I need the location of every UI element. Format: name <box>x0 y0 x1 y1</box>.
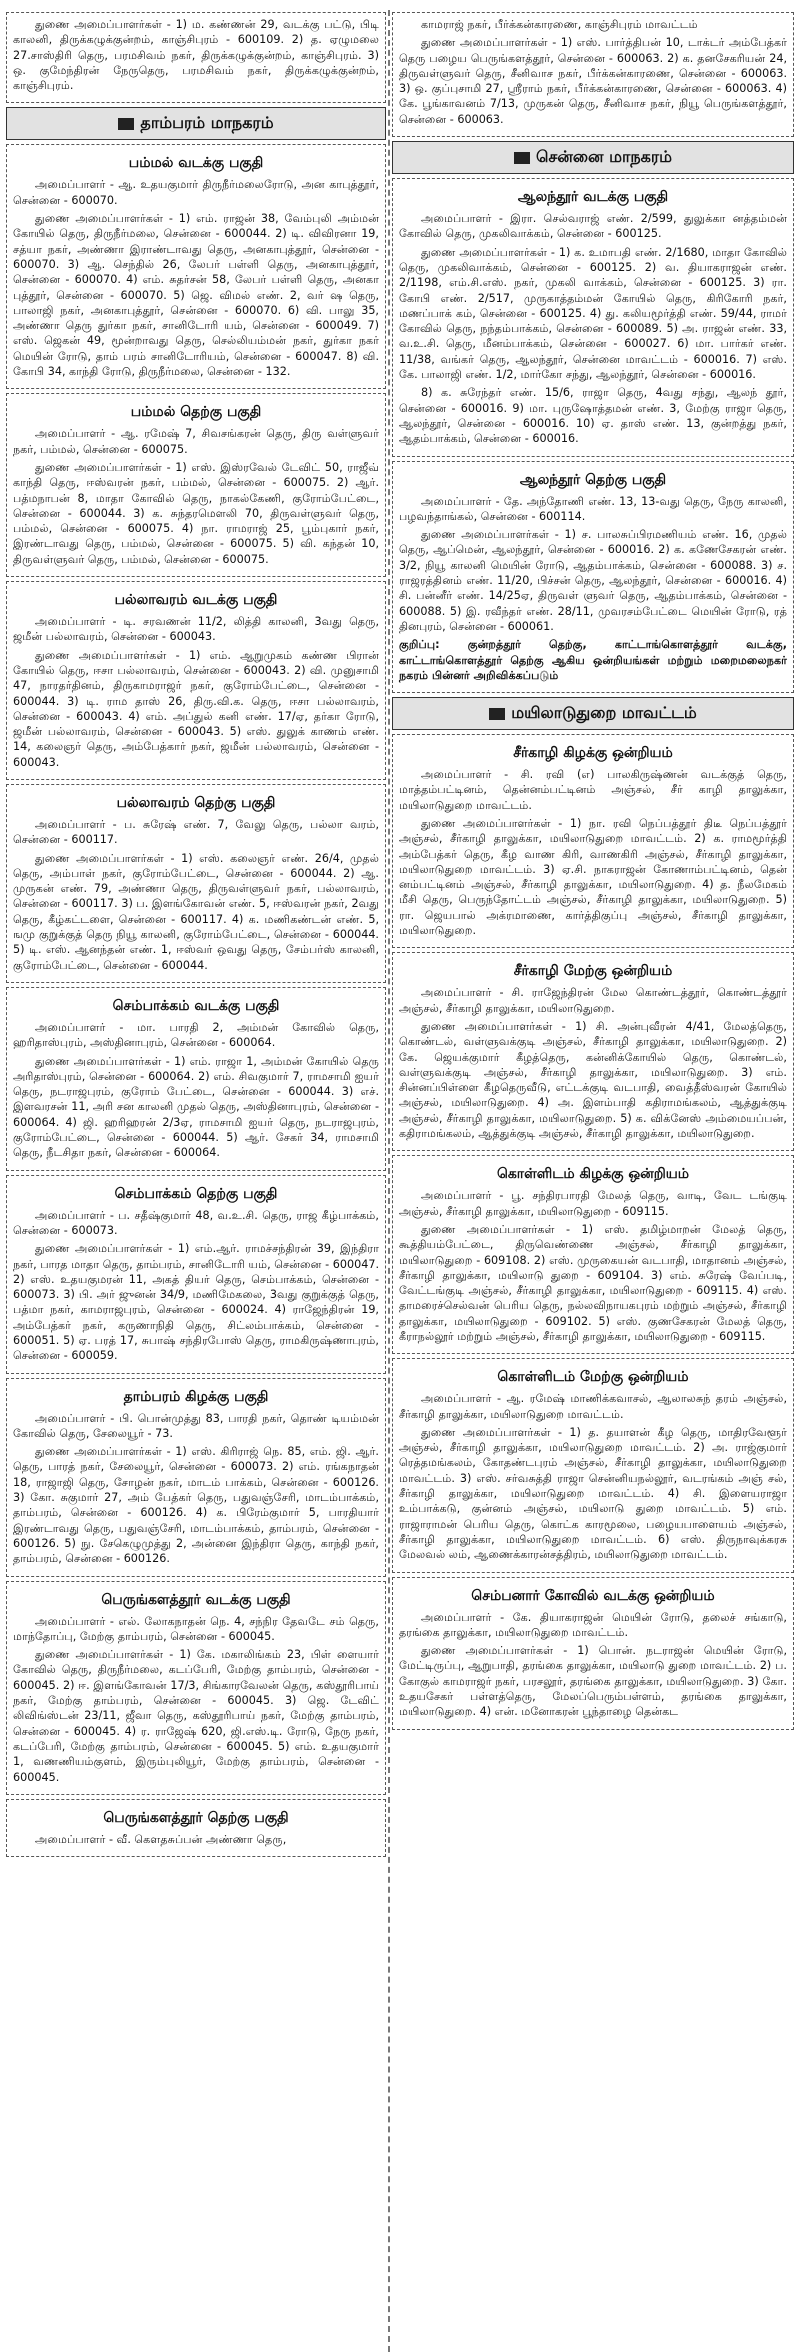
section-title: செம்பாக்கம் வடக்கு பகுதி <box>112 997 280 1014</box>
district-marker-icon <box>514 152 530 164</box>
text-block <box>392 12 794 137</box>
paragraph: அமைப்பாளர் - எல். லோகநாதன் நெ. 4, சந்நிர தேவடே சம் தெரு, மாந்தோப்பு, மேற்கு தாம்பரம், சென்னை - 600045. <box>13 1614 379 1643</box>
paragraph: துணை அமைப்பாளர்கள் - 1) சி. அன்புவீரன் 4/41, மேலத்தெரு, கொண்டல், வள்ளுவக்குடி அஞ்சல், சீர்காழி தாலுக்கா, மயிலாடுதுறை. 2) கே. ஜெயக்குமார் கீழத்தெரு, கன்னிக்கோயில் தெரு, கொண்டல், வள்ளுவக்குடி அஞ்சல், சீர்காழி தாலுக்கா, மயிலாடுதுறை. 3) எம். சின்னப்பிள்ளை கீழதெருவீடு, எட்டக்குடி வடபாதி, வைத்தீஸ்வரன் கோயில் அஞ்சல், மயிலாடுதுறை. 4) அ. இளம்பாதி கதிராமங்கலம், ஆத்துக்குடி அஞ்சல், சீர்காழி தாலுக்கா, மயிலாடுதுறை. 5) க. விக்னேஸ் அம்மையப்பன், கதிராமங்கலம், ஆத்துக்குடி அஞ்சல், சீர்காழி தாலுக்கா, மயிலாடுதுறை. <box>399 1019 787 1141</box>
paragraph: துணை அமைப்பாளர்கள் - 1) எம்.ஆர். ராமச்சந்திரன் 39, இந்திரா நகர், பாரத மாதா தெரு, தாம்பரம், சானிடோரி யம், சென்னை - 600047. 2) எஸ். உதயகுமரன் 11, அகத் தியர் தெரு, செம்பாக்கம், சென்னை - 600073. 3) பி. அர் ஜுனன் 34/9, மணிமேகலை, 3வது குறுக்குத் தெரு, பத்மா நகர், காமராஜபுரம், சென்னை - 600024. 4) ராஜேந்திரன் 19, அம்பேத்கர் நகர், கருணாநிதி தெரு, சிட்லம்பாக்கம், சென்னை - 600051. 5) ஏ. பரத் 17, சுபாஷ் சந்திரபோஸ் தெரு, ராமகிருஷ்ணாபுரம், சென்னை - 600059. <box>13 1242 379 1363</box>
section-block <box>392 952 794 1151</box>
section-block <box>6 987 386 1171</box>
right-column <box>392 12 794 2352</box>
district-title: மயிலாடுதுறை மாவட்டம் <box>511 703 697 723</box>
section-block <box>6 393 386 577</box>
paragraph: துணை அமைப்பாளர்கள் - 1) எஸ். கிரிராஜ் நெ. 85, எம். ஜி. ஆர். தெரு, பாரத் நகர், சேலையூர், சென்னை - 600073. 2) எம். ரங்கநாதன் 18, ராஜாஜி தெரு, சோழன் நகர், மாடம் பாக்கம், சென்னை - 600126. 3) கோ. சுகுமார் 27, அம் பேத்கர் தெரு, பதுவஞ்சேரி, மாடம்பாக்கம், தாம்பரம், சென்னை - 600126. 4) க. பிரேம்குமார் 5, பாரதியார் இரண்டாவது தெரு, பதுவஞ்சேரி, மாடம்பாக்கம், தாம்பரம், சென்னை - 600126. 5) நு. சேகெழுமுத்து 2, அன்னை இந்திரா தெரு, காந்தி நகர், தாம்பரம், சென்னை - 600126. <box>13 1445 379 1566</box>
section-title: பல்லாவரம் வடக்கு பகுதி <box>114 592 278 609</box>
district-marker-icon <box>118 118 134 130</box>
paragraph: அமைப்பாளர் - சி. ரவி (எ) பாலகிருஷ்ணன் வடக்குத் தெரு, மாத்தம்பட்டினம், தென்னம்பட்டினம் அஞ்சல், சீர் காழி தாலுக்கா, மயிலாடுதுறை மாவட்டம். <box>399 768 787 812</box>
section-title: சீர்காழி கிழக்கு ஒன்றியம் <box>513 745 673 762</box>
section-title: கொள்ளிடம் கிழக்கு ஒன்றியம் <box>496 1166 690 1183</box>
paragraph: துணை அமைப்பாளர்கள் - 1) எஸ். கலைஞர் எண். 26/4, முதல் தெரு, அம்பாள் நகர், குரோம்பேட்டை, சென்னை - 600044. 2) ஆ. முருகன் எண். 79, அண்ணா தெரு, திருவள்ளுவர் நகர், பல்லாவரம், சென்னை - 600117. 3) ப. இளங்கோவன் எண். 5, ஈஸ்வரன் நகர், 2வது தெரு, கீழ்கட்டளை, சென்னை - 600117. 4) க. மணிகண்டன் எண். 5, ஙமு குறுக்குத் தெரு நியூ காலனி, குரோம்பேட்டை, சென்னை - 600044. 5) டி. எஸ். ஆனந்தன் எண். 1, ஈஸ்வர் ஒவது தெரு, சேம்பர்ஸ் காலனி, குரோம்பேட்டை, சென்னை - 600044. <box>13 851 379 972</box>
column-divider <box>388 10 390 2352</box>
paragraph: துணை அமைப்பாளர்கள் - 1) எம். ராஜன் 38, வேம்புலி அம்மன் கோயில் தெரு, திருநீர்மலை, சென்னை - 600044. 2) டி. விவிரனா 19, சத்யா நகர், அண்ணா இராண்டாவது தெரு, அனகாபுத்தூர், சென்னை - 600070. 3) ஆ. செந்தில் 26, லேபர் பள்ளி தெரு, அனகாபுத்தூர், சென்னை - 600070. 4) எம். சுதர்சன் 58, லேபர் பள்ளி தெரு, அனகா புத்தூர், சென்னை - 600070. 5) ஜெ. விமல் எண். 2, வர் ஷ தெரு, பாலாஜி நகர், அனகாபுத்தூர், சென்னை - 600070. 6) வி. பாலு 35, அண்ணா தெரு துர்கா நகர், சானிடோரி யம், சென்னை - 600049. 7) எஸ். ஜெகன் 49, மூன்றாவது தெரு, செல்லியம்மன் நகர், துர்கா நகர் மெயின் ரோடு, தாம் பரம் சானிடோரியம், சென்னை - 600047. 8) வி. கோபி 34, காந்தி ரோடு, திருநீர்மலை, சென்னை - 132. <box>13 212 379 379</box>
paragraph: அமைப்பாளர் - இரா. செல்வராஜ் எண். 2/599, துலுக்கா னத்தம்மன் கோவில் தெரு, முகலிவாக்கம், சென்னை - 600125. <box>399 212 787 241</box>
section-title: பெருங்களத்தூர் தெற்கு பகுதி <box>103 1809 289 1826</box>
paragraph: அமைப்பாளர் - பி. பொன்முத்து 83, பாரதி நகர், தொண் டியம்மன் கோவில் தெரு, சேலையூர் - 73. <box>13 1411 379 1440</box>
section-block <box>6 1175 386 1374</box>
section-block <box>6 1799 386 1857</box>
section-block <box>392 178 794 456</box>
paragraph: துணை அமைப்பாளர்கள் - 1) நா. ரவி நெப்பத்தூர் திடீ நெப்பத்தூர் அஞ்சல், சீர்காழி தாலுக்கா, மயிலாடுதுறை மாவட்டம். 2) க. ராமமூர்த்தி அம்பேத்கர் தெரு, கீழ வாண கிரி, வாணகிரி அஞ்சல், சீர்காழி தாலுக்கா, மயிலாடுதுறை மாவட்டம். 3) ஏ.சி. நாகராஜன் கோணாம்பட்டினம், தென் னம்பட்டினம் அஞ்சல், சீர்காழி தாலுக்கா, மயிலாடுதுறை. 4) த. நீலமேகம் மீசி தெரு, பெருந்தோட்டம் அஞ்சல், சீர்காழி தாலுக்கா, மயிலாடுதுறை. 5) ரா. ஜெயபால் அக்ரமாணை, கார்த்திகுப்பு அஞ்சல், சீர்காழி தாலுக்கா, மயிலாடுதுறை. <box>399 816 787 938</box>
paragraph: துணை அமைப்பாளர்கள் - 1) எஸ். தமிழ்மாறன் மேலத் தெரு, கூத்தியம்பேட்டை, திருவெண்ணை அஞ்சல், சீர்காழி தாலுக்கா, மயிலாடுதுறை - 609108. 2) எஸ். முருகையன் வடபாதி, மாதானம் அஞ்சல், சீர்காழி தாலுக்கா, மயிலாடு துறை - 609104. 3) எம். சுரேஷ் வேப்படி, வேட்டங்குடி அஞ்சல், சீர்காழி தாலுக்கா, மயிலாடுதுறை - 609115. 4) எஸ். தாமரைச்செல்வன் பெரிய தெரு, நல்லவிநாயகபுரம் மற்றும் அஞ்சல், சீர்காழி தாலுக்கா, மயிலாடுதுறை - 609102. 5) எஸ். குணசேகரன் மேலத் தெரு, கீராநல்லூர் மற்றும் அஞ்சல், சீர்காழி தாலுக்கா, மயிலாடுதுறை - 609115. <box>399 1222 787 1343</box>
top-banner-fragment <box>0 0 800 4</box>
section-block <box>392 1358 794 1572</box>
section-block <box>6 784 386 983</box>
section-block <box>392 461 794 694</box>
section-title: செம்பாக்கம் தெற்கு பகுதி <box>114 1185 278 1202</box>
paragraph: அமைப்பாளர் - டி. சரவணன் 11/2, லித்தி காலனி, 3வது தெரு, ஜமீன் பல்லாவரம், சென்னை - 600043. <box>13 615 379 644</box>
paragraph: அமைப்பாளர் - மா. பாரதி 2, அம்மன் கோவில் தெரு, ஹரிதாஸ்புரம், அஸ்தினாபுரம், சென்னை - 600064. <box>13 1020 379 1050</box>
paragraph: துணை அமைப்பாளர்கள் - 1) ச. பாலசுப்பிரமணியம் எண். 16, முதல் தெரு, ஆப்மென், ஆலந்தூர், சென்னை - 600016. 2) க. கணேசேகரன் எண். 3/2, நியூ காலனி மெயின் ரோடு, ஆதம்பாக்கம், சென்னை - 600088. 3) ச. ராஜரத்தினம் எண். 11/20, பிச்சன் தெரு, ஆலந்தூர், சென்னை - 600016. 4) சி. பன்னீர் எண். 14/25ஏ, திருவள் ளுவர் தெரு, ஆதம்பாக்கம், சென்னை - 600088. 5) இ. ரவீந்தர் எண். 28/11, முவரசம்பேட்டை மெயின் ரோடு, ரத் தினபுரம், சென்னை - 600061. <box>399 528 787 633</box>
paragraph: அமைப்பாளர் - ஆ. உதயகுமார் திருநீர்மலைரோடு, அன காபுத்தூர், சென்னை - 600070. <box>13 178 379 207</box>
paragraph: துணை அமைப்பாளர்கள் - 1) கே. மகாலிங்கம் 23, பிள் ளையார் கோவில் தெரு, திருநீர்மலை, கடப்பேரி, மேற்கு தாம்பரம், சென்னை - 600045. 2) ஈ. இளங்கோவன் 17/3, சிங்காரவேலன் தெரு, கஸ்தூரிபாய் நகர், மேற்கு தாம்பரம், சென்னை - 600045. 3) ஜெ. டேவிட் லிவிங்ஸ்டன் 23/11, ஜீவா தெரு, கஸ்தூரிபாய் நகர், மேற்கு தாம்பரம், சென்னை - 600045. 4) ர. ராஜேஷ் 620, ஜி.எஸ்.டி. ரோடு, நேரு நகர், கடப்பேரி, மேற்கு தாம்பரம், சென்னை - 600045. 5) எம். உதயகுமார் 1, வணணியம்குளம், இரும்புலியூர், மேற்கு தாம்பரம், சென்னை - 600045. <box>13 1648 379 1784</box>
section-block <box>392 1577 794 1730</box>
paragraph: காமராஜ் நகர், பீர்க்கன்காரணை, காஞ்சிபுரம் மாவட்டம் <box>421 18 698 31</box>
district-title: தாம்பரம் மாநகரம் <box>140 113 274 133</box>
section-title: தாம்பரம் கிழக்கு பகுதி <box>123 1388 269 1405</box>
section-block <box>6 581 386 780</box>
section-title: பல்லாவரம் தெற்கு பகுதி <box>116 794 276 811</box>
left-column <box>6 12 386 2352</box>
note-paragraph: குறிப்பு: குன்றத்தூர் தெற்கு, காட்டாங்கொளத்தூர் வடக்கு, காட்டாங்கொளத்தூர் தெற்கு ஆகிய ஒன்றியங்கள் மற்றும் மறைமலைநகர் நகரம் பின்னர் அறிவிக்கப்படும் <box>399 638 787 682</box>
paragraph: அமைப்பாளர் - ப. சுரேஷ் எண். 7, வேலு தெரு, பல்லா வரம், சென்னை - 600117. <box>13 817 379 847</box>
paragraph: அமைப்பாளர் - ஆ. ரமேஷ் 7, சிவசங்கரன் தெரு, திரு வள்ளுவர் நகர், பம்மல், சென்னை - 600075. <box>13 427 379 456</box>
paragraph: துணை அமைப்பாளர்கள் - 1) க. உமாபதி எண். 2/1680, மாதா கோவில் தெரு, முகலிவாக்கம், சென்னை - 600125. 2) வ. தியாகராஜன் எண். 2/1198, எம்.சி.எஸ். நகர், முகலி வாக்கம், சென்னை - 600125. 3) ரா. கோபி எண். 2/517, முருகாத்தம்மன் கோயில் தெரு, கிரிகோரி நகர், மணப்பாக் கம், சென்னை - 600125. 4) து. கலியமூர்த்தி எண். 59/44, ராமர் கோவில் தெரு, நந்தம்பாக்கம், சென்னை - 600089. 5) அ. ராஜன் எண். 33, வ.உ.சி. தெரு, மீனம்பாக்கம், சென்னை - 600027. 6) மா. பார்கர் எண். 11/38, வங்கர் தெரு, ஆலந்தூர், சென்னை மாவட்டம் - 600016. 7) எஸ். கே. பாலாஜி எண். 1/2, மார்கோ சந்து, ஆலந்தூர், சென்னை - 600016. <box>399 245 787 382</box>
section-title: ஆலந்தூர் வடக்கு பகுதி <box>517 189 669 206</box>
paragraph: துணை அமைப்பாளர்கள் - 1) எஸ். இஸ்ரவேல் டேவிட் 50, ராஜீவ் காந்தி தெரு, ஈஸ்வரன் நகர், பம்மல், சென்னை - 600075. 2) ஆர். பத்மநாபன் 8, மாதா கோவில் தெரு, நாகல்கேணி, குரோம்பேட்டை, சென்னை - 600044. 3) க. சுந்தரமௌலி 70, திருவள்ளுவர் தெரு, பம்மல், சென்னை - 600075. 4) நா. ராமராஜ் 25, பூம்புகார் நகர், இரண்டாவது தெரு, பம்மல், சென்னை - 600075. 5) வி. கந்தன் 10, திருவள்ளுவர் தெரு, பம்மல், சென்னை - 600075. <box>13 460 379 566</box>
district-marker-icon <box>489 708 505 720</box>
paragraph: அமைப்பாளர் - தே. அந்தோணி எண். 13, 13-வது தெரு, நேரு காலனி, பழவந்தாங்கல், சென்னை - 600114. <box>399 494 787 523</box>
paragraph: அமைப்பாளர் - ஆ. ரமேஷ் மாணிக்கவாசல், ஆலாலசுந் தரம் அஞ்சல், சீர்காழி தாலுக்கா, மயிலாடுதுறை மாவட்டம். <box>399 1392 787 1421</box>
section-title: செம்பனார் கோவில் வடக்கு ஒன்றியம் <box>471 1587 715 1604</box>
paragraph: அமைப்பாளர் - பூ. சந்திரபாரதி மேலத் தெரு, வாடி, வேட டங்குடி அஞ்சல், சீர்காழி தாலுக்கா, மயிலாடுதுறை - 609115. <box>399 1189 787 1218</box>
district-title: சென்னை மாநகரம் <box>536 147 672 167</box>
section-title: சீர்காழி மேற்கு ஒன்றியம் <box>513 963 673 980</box>
paragraph: துணை அமைப்பாளர்கள் - 1) எம். ஆறுமுகம் கண்ண பிரான் கோயில் தெரு, ஈசா பல்லாவரம், சென்னை - 600043. 2) வி. முனுசாமி 47, நாரதர்தினம், திருகாமராஜர் நகர், குரோம்பேட்டை, சென்னை - 600044. 3) டி. ராம தாஸ் 26, திரு.வி.க. தெரு, ஈசா பல்லாவரம், சென்னை - 600043. 4) எம். அப்துல் கனி எண். 17/ஏ, தர்கா ரோடு, ஜமீன் பல்லாவரம், சென்னை - 600043. 5) எஸ். துலுக் காணம் எண். 14, கலைஞர் தெரு, அம்பேத்கார் நகர், ஜமீன் பல்லாவரம், சென்னை - 600043. <box>13 648 379 769</box>
section-block <box>6 1378 386 1577</box>
text-block <box>6 12 386 103</box>
section-block <box>6 144 386 389</box>
section-title: கொள்ளிடம் மேற்கு ஒன்றியம் <box>497 1369 689 1386</box>
paragraph: 8) க. சுரேந்தர் எண். 15/6, ராஜா தெரு, 4வது சந்து, ஆலந் தூர், சென்னை - 600016. 9) மா. புருஷோத்தமன் எண். 3, மேற்கு ராஜா தெரு, ஆலந்தூர், சென்னை - 600016. 10) ஏ. தாஸ் எண். 13, குன்றத்து நகர், ஆதம்பாக்கம், சென்னை - 600016. <box>399 386 787 446</box>
section-block <box>392 734 794 948</box>
district-header <box>6 107 386 140</box>
section-title: பம்மல் வடக்கு பகுதி <box>128 155 264 172</box>
paragraph: துணை அமைப்பாளர்கள் - 1) எஸ். பார்த்திபன் 10, டாக்டர் அம்பேத்கர் தெரு பழைய பெருங்களத்தூர், சென்னை - 600063. 2) க. தனசேகரியன் 24, திருவள்ளுவர் தெரு, சீனிவாச நகர், பீர்க்கன்காரணை, சென்னை - 600063. 3) ஒ. குப்புசாமி 27, ஸ்ரீராம் நகர், பீர்க்கன்காரணை, சென்னை - 600063. 4) கே. பூங்காவனம் 7/13, முருகன் தெரு, சீனிவாச நகர், நியூ பெருங்களத்தூர், சென்னை - 600063. <box>399 36 787 126</box>
paragraph: துணை அமைப்பாளர்கள் - 1) த. தயாளன் கீழ தெரு, மாதிரவேளூர் அஞ்சல், சீர்காழி தாலுக்கா, மயிலாடுதுறை மாவட்டம். 2) அ. ராஜ்குமார் ரெத்தமங்கலம், கோதண்டபுரம் அஞ்சல், சீர்காழி தாலுக்கா, மயிலாடுதுறை மாவட்டம். 3) எஸ். சர்வசுத்தி ராஜா சென்னியநல்லூர், வடரங்கம் அஞ் சல், சீர்காழி தாலுக்கா, மயிலாடுதுறை மாவட்டம். 4) சி. இளையராஜா உம்பாக்கடு, குன்னம் அஞ்சல், மயிலாடு துறை மாவட்டம். 5) எம். ராஜாராமன் பெரிய தெரு, கொட்க காரமூலை, பழையபாளையம் அஞ்சல், சீர்காழி தாலுக்கா, மயிலாடுதுறை மாவட்டம். 6) எஸ். திருநாவுக்கரசு மேலவல் லம், ஆணைக்காரன்சத்திரம், மயிலாடுதுறை மாவட்டம். <box>399 1425 787 1562</box>
paragraph: அமைப்பாளர் - சி. ராஜேந்திரன் மேல கொண்டத்தூர், கொண்டத்தூர் அஞ்சல், சீர்காழி தாலுக்கா, மயிலாடுதுறை. <box>399 986 787 1015</box>
section-title: ஆலந்தூர் தெற்கு பகுதி <box>519 471 667 488</box>
paragraph: அமைப்பாளர் - ப. சதீஷ்குமார் 48, வ.உ.சி. தெரு, ராஜ கீழ்பாக்கம், சென்னை - 600073. <box>13 1208 379 1237</box>
section-block <box>6 1581 386 1795</box>
paragraph: துணை அமைப்பாளர்கள் - 1) பொன். நடராஜன் மெயின் ரோடு, மேட்டிருப்பு, ஆறுபாதி, தரங்கை தாலுக்கா, மயிலாடு துறை மாவட்டம். 2) ப. கோகுல் காமராஜர் நகர், பரசலூர், தரங்கை தாலுக்கா, மயிலாடுதுறை. 3) கோ. உதயசேகர் பள்ளத்தெரு, மேலப்பெரும்பள்ளம், தரங்கை தாலுக்கா, மயிலாடுதுறை. 4) என். மனோகரன் பூந்தாழை தென்கட <box>399 1644 787 1719</box>
section-title: பெருங்களத்தூர் வடக்கு பகுதி <box>101 1591 291 1608</box>
section-title: பம்மல் தெற்கு பகுதி <box>130 404 262 421</box>
paragraph: துணை அமைப்பாளர்கள் - 1) ம. கண்ணன் 29, வடக்கு பட்டு, பிடி காலனி, திருக்கழுக்குன்றம், காஞ்சிபுரம் - 600109. 2) த. ஏழுமலை 27.சாஸ்திரி தெரு, பரமசிவம் நகர், திருக்கழுக்குன்றம், காஞ்சிபுரம். 3) ஒ. குமேந்திரன் நேருதெரு, பரமசிவம் நகர், திருக்கழுக்குன்றம், காஞ்சிபுரம். <box>13 18 379 93</box>
paragraph: அமைப்பாளர் - வீ. கௌதசுப்பன் அண்ணா தெரு, <box>35 1832 287 1846</box>
district-header <box>392 697 794 730</box>
district-header <box>392 141 794 174</box>
paragraph: அமைப்பாளர் - கே. தியாகராஜன் மெயின் ரோடு, தலைச் சங்காடு, தரங்கை தாலுக்கா, மயிலாடுதுறை மாவட்டம். <box>399 1610 787 1639</box>
paragraph: துணை அமைப்பாளர்கள் - 1) எம். ராஜா 1, அம்மன் கோயில் தெரு அரிதாஸ்புரம், சென்னை - 600064. 2) எம். சிவகுமார் 7, ராமசாமி ஐயர் தெரு, நடராஜபுரம், குரோம் பேட்டை, சென்னை - 600044. 3) எச். இளவரசன் 11, அரி சன காலனி முதல் தெரு, அஸ்தினாபுரம், சென்னை - 600064. 4) ஜி. ஹரிஹரன் 2/3ஏ, ராமசாமி ஐயர் தெரு, நடராஜபுரம், குரோம்பேட்டை, சென்னை - 600044. 5) ஆர். சேகர் 34, ராமசாமி தெரு, நீடசிதா நகர், சென்னை - 600064. <box>13 1054 379 1160</box>
section-block <box>392 1155 794 1354</box>
